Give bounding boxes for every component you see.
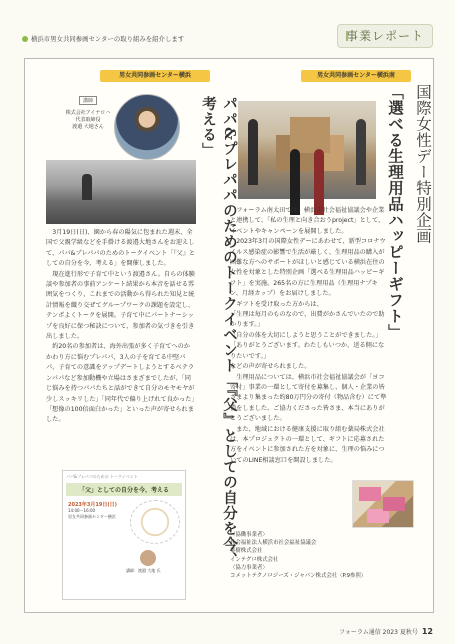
quote: 「自分の体を大切にしようと思うことができました。」 — [230, 331, 382, 339]
right-paragraph: などの声が寄せられました。 — [230, 363, 311, 371]
right-paragraph: フォーラム南太田では、横浜市社会福祉協議会や企業と連携して、「私の生理と向き合おうproject」として、イベントやキャンペーンを展開しました。 — [230, 207, 385, 235]
left-paragraph: 約20名の参加者は、海外出張が多く子育てへのかかわり方に悩むプレパパ、3人の子を育てる中堅パパ、子育ての意識をアップデートしようとするベテランパパなど参加動機や立場はさまざまでしたが、「同じ悩みを持つパパたちと話ができて自分のモヤモヤが少しスッキリした」「同年代で偏り上げれて良かった」「想像の100倍面白かった」といった声が寄せられました。 — [46, 343, 195, 424]
right-ribbon: 男女共同参画センター横浜南 — [301, 70, 411, 82]
flyer-time: 14:00〜16:00 — [68, 508, 96, 513]
left-ribbon: 男女共同参画センター横浜 — [100, 70, 210, 82]
flyer-lecturer-name: 講師：渡邉 大地 氏 — [126, 568, 161, 573]
right-title-line1: 国際女性デー特別企画 — [414, 84, 432, 244]
page-number: 12 — [421, 627, 433, 636]
lecturer-role: 代表取締役 — [75, 117, 101, 123]
page-footer — [339, 627, 433, 636]
bullet-dot-icon — [22, 36, 28, 42]
right-paragraph: 生理用品については、横浜市社会福祉協議会が「ヨコ寄付」事業の一環として寄付を募集し、個人・企業の皆さまより集まった約80万円分の寄付（物品含む）にて準備をしました。ご協力くださった皆さま、本当にありがとうございました。 — [230, 373, 387, 423]
issue-name: フォーラム通信 2023 夏秋号 — [339, 629, 418, 636]
partners-list — [230, 531, 410, 580]
gift-boxes-photo — [352, 480, 414, 528]
left-paragraph: 現在進行形で子育て中という渡邉さん。自らの体験談や参加者の事前アンケート結果から本音を話せる雰囲気をつくり、これまでの活動から得られた知見と統計情報を織り交ぜてグループワークの課題を設定し、テンポよくトークを展開。子育て中にパートナーシップを良好に保つ秘訣について、参加者の気づきを引き出しました。 — [46, 270, 195, 341]
flyer-title: 「父」としての自分を今、考える — [66, 483, 182, 496]
gift-team-photo — [238, 101, 376, 199]
right-paragraph: ギフトを受け取った方からは、 — [236, 300, 323, 308]
flyer-lecturer-photo — [140, 550, 156, 566]
left-paragraph: 3月19日(日)、園から春の陽気に包まれた週末、全国で父親学級などを手掛ける渡邉大地さんをお迎えして、パパ&プレパパのためのトークイベント「『父』としての自分を今、考える」を開催しました。 — [46, 229, 196, 268]
partner-line: 薬樹株式会社 — [230, 548, 263, 555]
flyer-body — [66, 496, 182, 596]
flyer-top: パパ&プレパパのための トークイベント — [66, 474, 138, 479]
flyer-date: 2023年3月19日(日) — [68, 502, 117, 508]
flyer-meta — [68, 502, 124, 520]
flyer-illustration — [130, 500, 180, 544]
right-title-line2: 「選べる生理用品ハッピーギフト」 — [386, 84, 405, 340]
quote: 「生理は毎月のものなので、出費がかさんでいたので助かります。」 — [230, 311, 385, 329]
lecturer-photo — [114, 94, 180, 160]
partner-line: 〈協力事業者〉 — [230, 564, 268, 571]
lecturer-label: 講師 — [79, 96, 97, 105]
quote: 「ありがとうございます。わたしもいつか、送る側になりたいです。」 — [230, 342, 385, 360]
partner-line: 〈協働事業者〉 — [230, 532, 268, 538]
right-article-body — [230, 206, 388, 466]
left-article-title: パパ&プレパパのためのトークイベント「『父』としての自分を今、考える」 — [200, 96, 238, 568]
lecturer-name: 渡邉 大地さん — [72, 124, 104, 130]
partner-line: インテグロ株式会社 — [230, 556, 279, 563]
left-article-body — [46, 228, 196, 426]
lecturer-company: 株式会社アイナロハ — [65, 110, 111, 116]
partner-line: 社会福祉法人横浜市社会福祉協議会 — [230, 540, 317, 547]
lecturer-info — [64, 110, 112, 131]
flyer-place: 男女共同参画センター横浜 — [68, 514, 116, 519]
header-caption — [22, 34, 184, 43]
event-photo — [46, 160, 196, 224]
header-caption-text: 横浜市男女共同参画センターの取り組みを紹介します — [31, 35, 185, 43]
right-paragraph: また、地域における健康支援に取り組む薬局株式会社は、本プロジェクトの一環として、ギフトに応募された方をイベントに参加された方を対象に、生理の悩みについてのLINE相談窓口を開設しました。 — [230, 425, 385, 464]
event-flyer — [62, 470, 186, 600]
section-tab: 事業レポート — [337, 24, 433, 48]
partner-line: コメットテクノロジーズ・ジャパン株式会社（P.9参照） — [230, 573, 367, 580]
right-paragraph: 2023年3月の国際女性デーにあわせて、新型コロナウイルス感染症の影響で生活が厳しく、生理用品の購入が困難な方へのサポートがほしいと感じている横浜在住の女性を対象とした特別企画「選べる生理用品ハッピーギフト」を実施。265名の方に生理用品（生理用ナプキン、月経カップ）をお届けしました。 — [230, 238, 386, 298]
